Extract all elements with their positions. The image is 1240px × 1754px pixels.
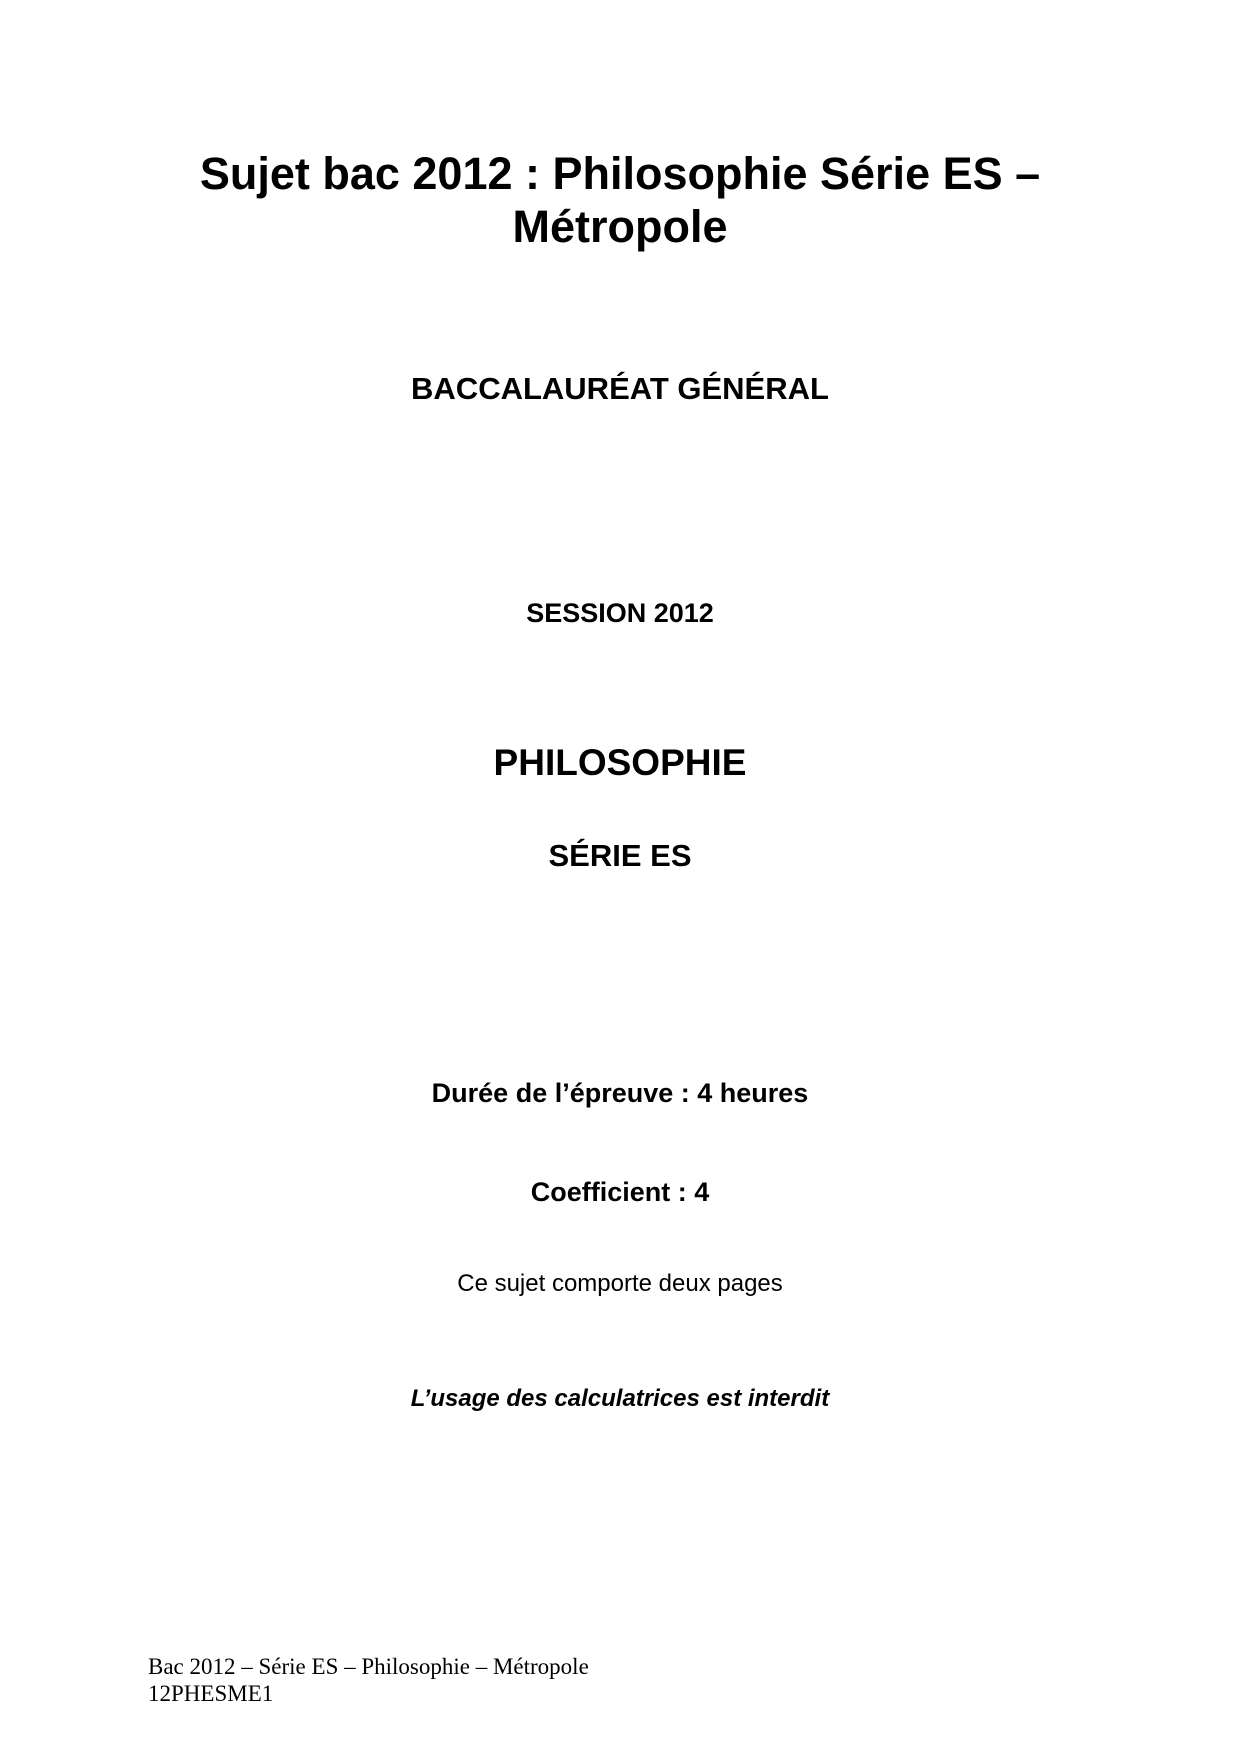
document-title-line-2: Métropole bbox=[512, 201, 728, 252]
session-label: SESSION 2012 bbox=[526, 598, 714, 628]
calculator-notice: L’usage des calculatrices est interdit bbox=[410, 1385, 830, 1412]
subject-heading: PHILOSOPHIE bbox=[493, 742, 747, 783]
footer-title: Bac 2012 – Série ES – Philosophie – Métropole bbox=[148, 1654, 589, 1679]
page-count-note: Ce sujet comporte deux pages bbox=[457, 1270, 783, 1297]
exam-duration: Durée de l’épreuve : 4 heures bbox=[431, 1078, 809, 1108]
exam-name: BACCALAURÉAT GÉNÉRAL bbox=[411, 371, 829, 406]
series-heading: SÉRIE ES bbox=[548, 838, 692, 873]
page-footer bbox=[148, 1653, 589, 1707]
exam-coefficient: Coefficient : 4 bbox=[530, 1177, 710, 1207]
footer-code: 12PHESME1 bbox=[148, 1681, 274, 1706]
document-title-line-1: Sujet bac 2012 : Philosophie Série ES – bbox=[199, 148, 1041, 199]
